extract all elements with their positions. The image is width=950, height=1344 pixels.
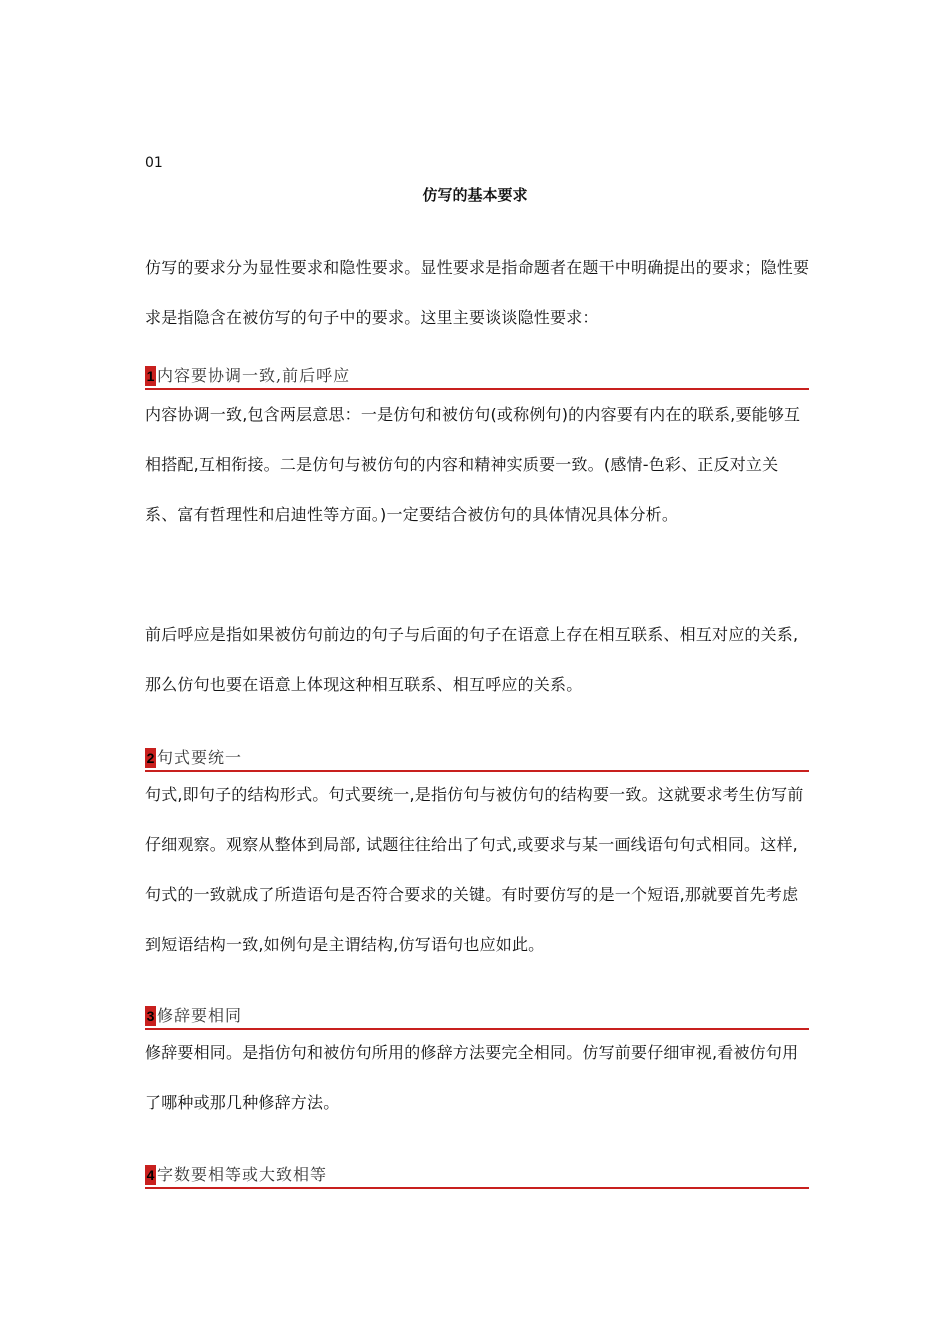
section-2-paragraph-1: 句式,即句子的结构形式。句式要统一,是指仿句与被仿句的结构要一致。这就要求考生仿写前仔细观察。观察从整体到局部, 试题往往给出了句式,或要求与某一画线语句句式相同。这样,句式的一致就成了所造语句是否符合要求的关键。有时要仿写的是一个短语,那就要首先考虑到短语结构一致,如例句是主谓结构,仿写语句也应如此。 [145, 785, 804, 954]
section-number-badge: 2 [146, 750, 155, 766]
section-heading-4 [145, 1165, 809, 1189]
section-heading-label: 内容要协调一致,前后呼应 [157, 366, 351, 385]
section-heading-1 [145, 366, 809, 390]
section-number-badge: 1 [146, 368, 155, 384]
intro-paragraph: 仿写的要求分为显性要求和隐性要求。显性要求是指命题者在题干中明确提出的要求；隐性要求是指隐含在被仿写的句子中的要求。这里主要谈谈隐性要求： [145, 258, 810, 327]
section-number-badge: 4 [146, 1167, 155, 1183]
section-heading-label: 字数要相等或大致相等 [157, 1165, 328, 1184]
document-title: 仿写的基本要求 [422, 186, 528, 204]
section-1-paragraph-2: 前后呼应是指如果被仿句前边的句子与后面的句子在语意上存在相互联系、相互对应的关系,那么仿句也要在语意上体现这种相互联系、相互呼应的关系。 [145, 625, 799, 694]
section-heading-label: 修辞要相同 [157, 1006, 243, 1025]
section-heading-label: 句式要统一 [157, 748, 243, 767]
page-number: 01 [145, 155, 163, 171]
section-3-paragraph-1: 修辞要相同。是指仿句和被仿句所用的修辞方法要完全相同。仿写前要仔细审视,看被仿句用了哪种或那几种修辞方法。 [145, 1043, 799, 1112]
section-heading-2 [145, 748, 809, 772]
section-1-paragraph-1: 内容协调一致,包含两层意思：一是仿句和被仿句(或称例句)的内容要有内在的联系,要能够互相搭配,互相衔接。二是仿句与被仿句的内容和精神实质要一致。(感情-色彩、正反对立关系、富有哲理性和启迪性等方面。)一定要结合被仿句的具体情况具体分析。 [145, 405, 801, 524]
section-number-badge: 3 [146, 1008, 155, 1024]
section-heading-3 [145, 1006, 809, 1030]
